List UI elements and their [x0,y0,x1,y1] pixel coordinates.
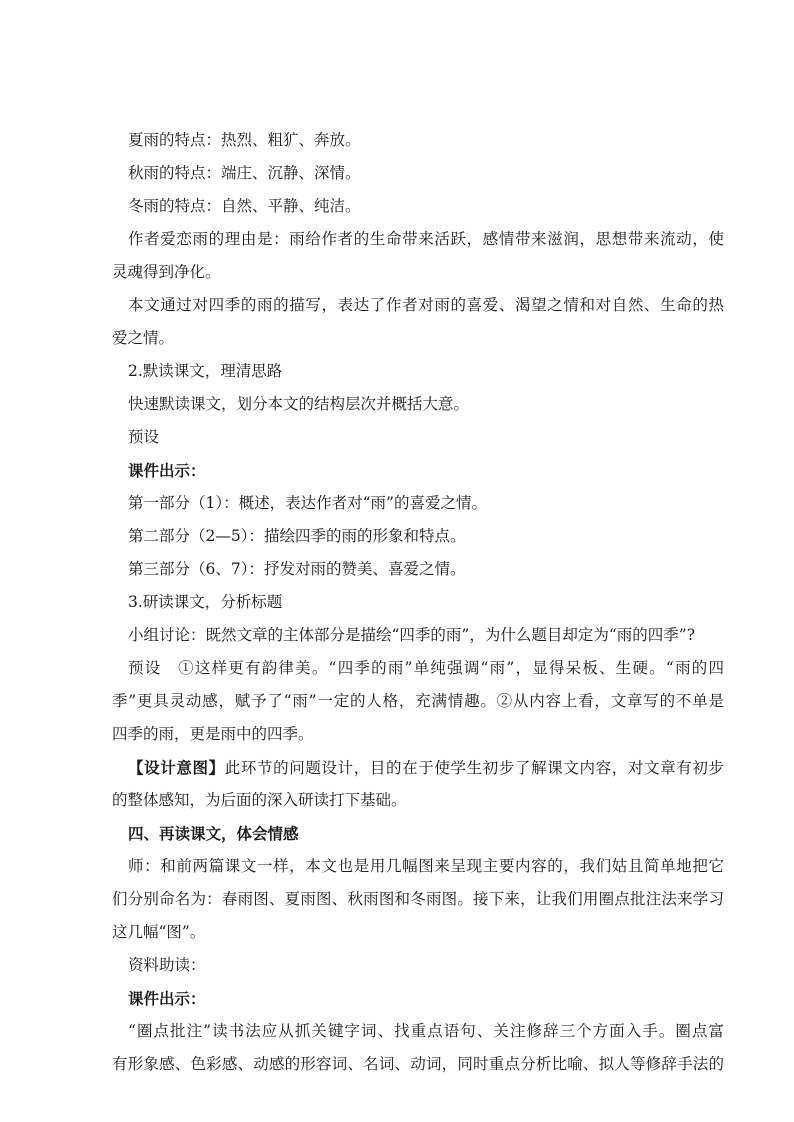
section-heading-3: 3.研读课文，分析标题 [128,593,283,611]
section-heading-2: 2.默读课文，理清思路 [128,362,283,380]
preset-answer-line-3: 四季的雨，更是雨中的四季。 [112,725,314,743]
design-intent-line-2: 的整体感知，为后面的深入研读打下基础。 [112,791,407,809]
theme-paragraph-line-1: 本文通过对四季的雨的描写，表达了作者对雨的喜爱、渴望之情和对自然、生命的热 [128,296,724,314]
reason-paragraph-line-2: 灵魂得到净化。 [112,263,221,281]
structure-part-3: 第三部分（6、7）：抒发对雨的赞美、喜爱之情。 [128,560,466,578]
task-instruction: 快速默读课文，划分本文的结构层次并概括大意。 [128,395,470,413]
courseware-label-2: 课件出示： [128,989,206,1008]
preset-answer-line-1: 预设 ①这样更有韵律美。“四季的雨”单纯强调“雨”，显得呆板、生硬。“雨的四 [128,659,724,677]
preset-label: 预设 [128,428,160,446]
teacher-line-1: 师：和前两篇课文一样，本文也是用几幅图来呈现主要内容的，我们姑且简单地把它 [128,857,724,875]
winter-rain-traits: 冬雨的特点：自然、平静、纯洁。 [128,197,361,215]
annotation-method-line-2: 有形象感、色彩感、动感的形容词、名词、动词，同时重点分析比喻、拟人等修辞手法的 [112,1055,724,1073]
summer-rain-traits: 夏雨的特点：热烈、粗犷、奔放。 [128,131,361,149]
autumn-rain-traits: 秋雨的特点：端庄、沉静、深情。 [128,164,361,182]
design-intent-text: 此环节的问题设计，目的在于使学生初步了解课文内容，对文章有初步 [224,759,724,777]
design-intent-label: 【设计意图】 [128,758,225,777]
annotation-method-line-1: “圈点批注”读书法应从抓关键字词、找重点语句、关注修辞三个方面入手。圈点富 [128,1022,724,1040]
teacher-line-2: 们分别命名为：春雨图、夏雨图、秋雨图和冬雨图。接下来，让我们用圈点批注法来学习 [112,890,724,908]
teacher-line-3: 这几幅“图”。 [112,923,206,941]
structure-part-2: 第二部分（2—5）：描绘四季的雨的形象和特点。 [128,527,466,545]
structure-part-1: 第一部分（1）：概述，表达作者对“雨”的喜爱之情。 [128,494,487,512]
reason-paragraph-line-1: 作者爱恋雨的理由是：雨给作者的生命带来活跃，感情带来滋润，思想带来流动，使 [128,230,724,248]
reading-aid-label: 资料助读： [128,956,206,974]
section-heading-four: 四、再读课文，体会情感 [128,824,299,843]
theme-paragraph-line-2: 爱之情。 [112,329,175,347]
courseware-label-1: 课件出示： [128,461,206,480]
group-discussion: 小组讨论：既然文章的主体部分是描绘“四季的雨”，为什么题目却定为“雨的四季”? [128,626,696,644]
document-body [112,124,724,1081]
design-intent-line-1 [112,751,724,784]
preset-answer-line-2: 季”更具灵动感，赋予了“雨”一定的人格，充满情趣。②从内容上看，文章写的不单是 [112,692,724,710]
